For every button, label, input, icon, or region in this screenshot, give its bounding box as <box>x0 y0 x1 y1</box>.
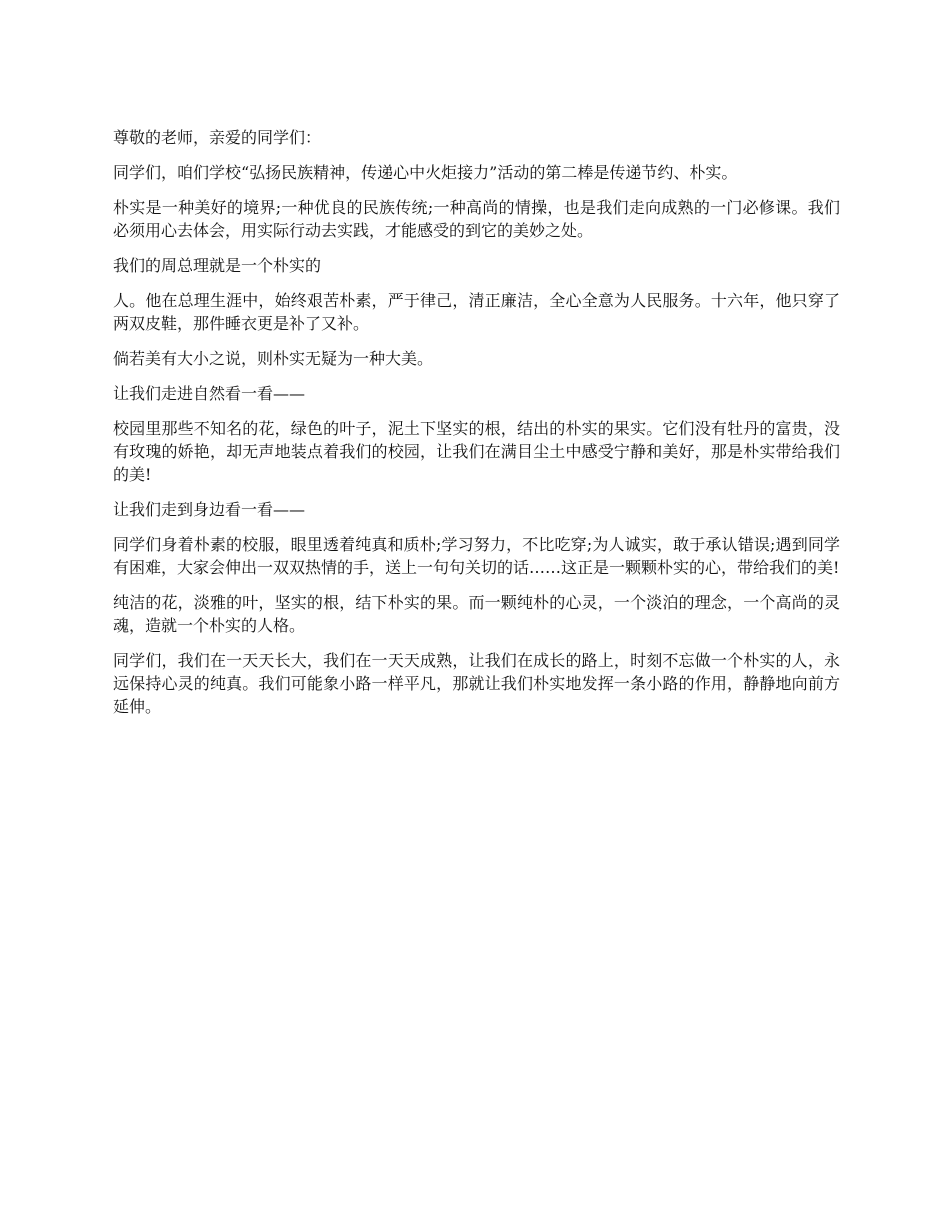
body-paragraph: 同学们身着朴素的校服，眼里透着纯真和质朴;学习努力，不比吃穿;为人诚实，敢于承认错误;遇到同学有困难，大家会伸出一双双热情的手，送上一句句关切的话……这正是一颗颗朴实的心，带给我们的美! <box>113 535 840 577</box>
body-paragraph: 校园里那些不知名的花，绿色的叶子，泥土下坚实的根，结出的朴实的果实。它们没有牡丹的富贵，没有玫瑰的娇艳，却无声地装点着我们的校园，让我们在满目尘土中感受宁静和美好，那是朴实带给我们的美! <box>113 419 840 484</box>
speech-body <box>113 126 840 730</box>
intro-paragraph: 同学们，咱们学校“弘扬民族精神，传递心中火炬接力”活动的第二棒是传递节约、朴实。 <box>113 163 738 182</box>
body-paragraph: 让我们走到身边看一看—— <box>113 500 306 519</box>
body-paragraph: 纯洁的花，淡雅的叶，坚实的根，结下朴实的果。而一颗纯朴的心灵，一个淡泊的理念，一个高尚的灵魂，造就一个朴实的人格。 <box>113 593 840 635</box>
closing-paragraph: 同学们，我们在一天天长大，我们在一天天成熟，让我们在成长的路上，时刻不忘做一个朴实的人，永远保持心灵的纯真。我们可能象小路一样平凡，那就让我们朴实地发挥一条小路的作用，静静地向前方延伸。 <box>113 651 840 716</box>
body-paragraph: 让我们走进自然看一看—— <box>113 384 306 403</box>
body-paragraph: 人。他在总理生涯中，始终艰苦朴素，严于律己，清正廉洁，全心全意为人民服务。十六年，他只穿了两双皮鞋，那件睡衣更是补了又补。 <box>113 291 840 333</box>
body-paragraph: 朴实是一种美好的境界;一种优良的民族传统;一种高尚的情操，也是我们走向成熟的一门必修课。我们必须用心去体会，用实际行动去实践，才能感受的到它的美妙之处。 <box>113 198 840 240</box>
body-paragraph: 我们的周总理就是一个朴实的 <box>113 256 322 275</box>
body-paragraph: 倘若美有大小之说，则朴实无疑为一种大美。 <box>113 349 434 368</box>
greeting-paragraph: 尊敬的老师，亲爱的同学们： <box>113 128 322 147</box>
